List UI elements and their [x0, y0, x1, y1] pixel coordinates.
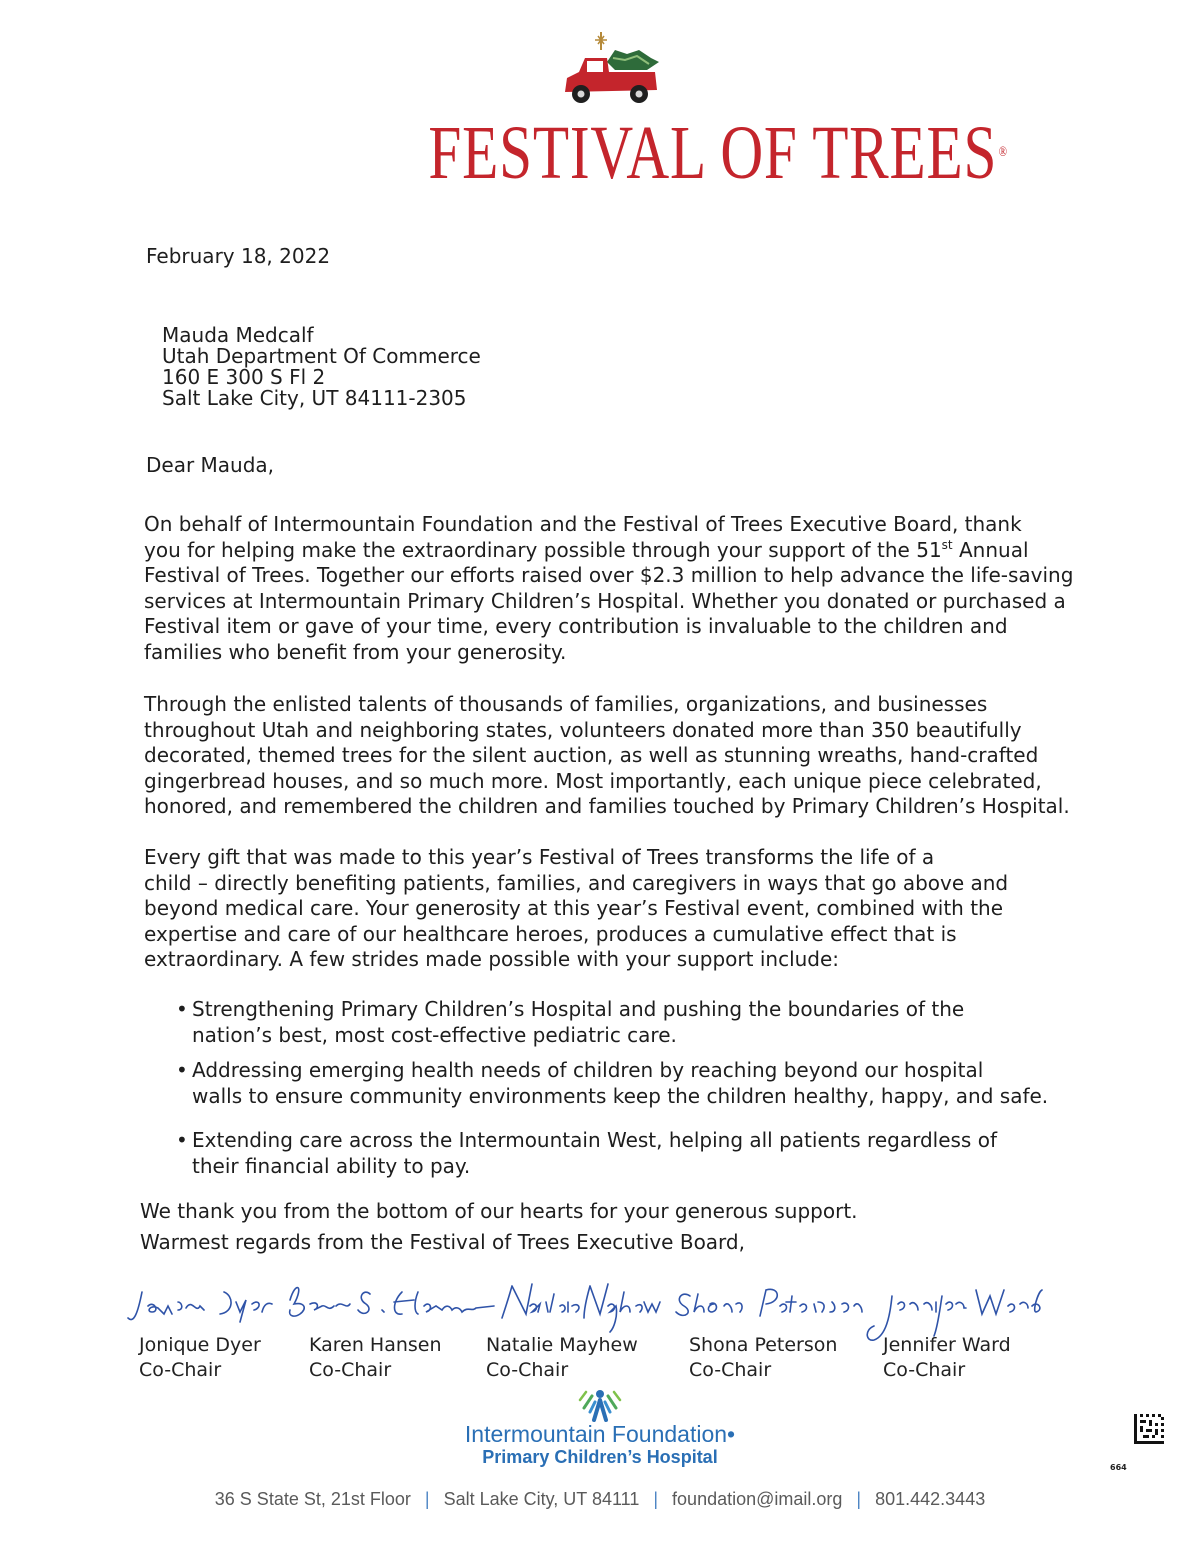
bullet-item — [176, 1058, 1076, 1109]
signer-block — [486, 1333, 638, 1383]
foundation-name-text: Intermountain Foundation — [464, 1421, 728, 1447]
signer-name: Natalie Mayhew — [486, 1334, 638, 1356]
signer-name: Shona Peterson — [689, 1334, 838, 1356]
footer-phone: 801.442.3443 — [875, 1489, 986, 1509]
paragraph-line: services at Intermountain Primary Children’s Hospital. Whether you donated or purchased a — [144, 588, 1066, 613]
foundation-name — [400, 1421, 800, 1448]
signer-block — [689, 1333, 837, 1383]
paragraph-line: throughout Utah and neighboring states, volunteers donated more than 350 beautifully — [144, 717, 1022, 742]
paragraph-line: Through the enlisted talents of thousands of families, organizations, and businesses — [144, 692, 988, 716]
footer-address: 36 S State St, 21st Floor — [214, 1489, 411, 1509]
line-text: Annual — [952, 537, 1029, 562]
bullet-dot: • — [176, 1128, 188, 1152]
foundation-trademark: • — [727, 1421, 736, 1447]
paragraph-line: families who benefit from your generosity. — [144, 639, 567, 664]
foundation-figure-icon — [576, 1388, 624, 1422]
bullet-dot: • — [176, 1058, 188, 1082]
page-number: 664 — [1110, 1463, 1127, 1472]
signer-block — [309, 1333, 442, 1383]
paragraph-line: Festival item or gave of your time, every contribution is invaluable to the children and — [144, 614, 1008, 639]
signer-title: Co-Chair — [883, 1359, 966, 1381]
signer-title: Co-Chair — [309, 1359, 392, 1381]
logo-brand: FESTIVAL OF TREES — [428, 111, 998, 195]
salutation: Dear Mauda, — [146, 453, 275, 477]
paragraph-2 — [144, 692, 1094, 820]
recipient-street: 160 E 300 S Fl 2 — [162, 365, 326, 389]
paragraph-line — [144, 538, 1094, 564]
paragraph-line: Every gift that was made to this year’s Festival of Trees transforms the life of a — [144, 845, 935, 869]
ordinal-suffix: st — [941, 537, 953, 552]
handwritten-signatures — [120, 1272, 1060, 1342]
paragraph-line: gingerbread houses, and so much more. Most importantly, each unique piece celebrated, — [144, 768, 1042, 793]
bullet-line: nation’s best, most cost-effective pediatric care. — [192, 1022, 677, 1047]
signer-block — [883, 1333, 1011, 1383]
paragraph-line: beyond medical care. Your generosity at this year’s Festival event, combined with the — [144, 896, 1004, 921]
datamatrix-barcode-icon — [1134, 1414, 1164, 1444]
signer-title: Co-Chair — [689, 1359, 772, 1381]
recipient-org: Utah Department Of Commerce — [162, 344, 481, 368]
foundation-subname: Primary Children’s Hospital — [482, 1447, 718, 1467]
footer-separator: | — [424, 1489, 430, 1509]
paragraph-line: Festival of Trees. Together our efforts raised over $2.3 million to help advance the life-saving — [144, 563, 1074, 588]
paragraph-line: honored, and remembered the children and families touched by Primary Children’s Hospital. — [144, 794, 1070, 819]
registered-mark: ® — [998, 145, 1008, 160]
bullet-line: Addressing emerging health needs of children by reaching beyond our hospital — [192, 1058, 984, 1082]
letter-date: February 18, 2022 — [146, 244, 331, 268]
signer-title: Co-Chair — [139, 1359, 222, 1381]
bullet-line: their financial ability to pay. — [192, 1153, 471, 1178]
signer-title: Co-Chair — [486, 1359, 569, 1381]
paragraph-line: extraordinary. A few strides made possible with your support include: — [144, 947, 840, 972]
festival-of-trees-logo — [428, 108, 1008, 198]
footer-separator: | — [653, 1489, 659, 1509]
footer-email: foundation@imail.org — [672, 1489, 843, 1509]
signer-block — [139, 1333, 261, 1383]
paragraph-line: expertise and care of our healthcare heroes, produces a cumulative effect that is — [144, 921, 957, 946]
recipient-address — [162, 325, 481, 409]
signer-name: Jonique Dyer — [139, 1334, 261, 1356]
recipient-name: Mauda Medcalf — [162, 323, 314, 347]
bullet-line: Extending care across the Intermountain West, helping all patients regardless of — [192, 1128, 997, 1152]
closing-line: We thank you from the bottom of our hearts for your generous support. — [140, 1199, 858, 1223]
paragraph-line: On behalf of Intermountain Foundation and the Festival of Trees Executive Board, thank — [144, 512, 1022, 536]
signer-name: Karen Hansen — [309, 1334, 442, 1356]
red-truck-with-tree-icon — [555, 28, 665, 110]
bullet-line: Strengthening Primary Children’s Hospital and pushing the boundaries of the — [192, 997, 965, 1021]
bullet-dot: • — [176, 997, 188, 1021]
bullet-item — [176, 997, 1076, 1048]
recipient-city: Salt Lake City, UT 84111-2305 — [162, 386, 467, 410]
footer-city: Salt Lake City, UT 84111 — [443, 1489, 640, 1509]
footer-contact — [0, 1489, 1200, 1510]
paragraph-line: child – directly benefiting patients, families, and caregivers in ways that go above and — [144, 870, 1009, 895]
paragraph-1 — [144, 512, 1094, 666]
paragraph-3 — [144, 845, 1094, 973]
footer-separator: | — [856, 1489, 862, 1509]
bullet-item — [176, 1128, 1076, 1179]
bullet-line: walls to ensure community environments keep the children healthy, happy, and safe. — [192, 1083, 1049, 1108]
closing-line: Warmest regards from the Festival of Trees Executive Board, — [140, 1230, 745, 1254]
signer-name: Jennifer Ward — [883, 1334, 1011, 1356]
paragraph-line: decorated, themed trees for the silent auction, as well as stunning wreaths, hand-crafted — [144, 743, 1039, 768]
line-text: you for helping make the extraordinary possible through your support of the 51 — [144, 537, 942, 562]
